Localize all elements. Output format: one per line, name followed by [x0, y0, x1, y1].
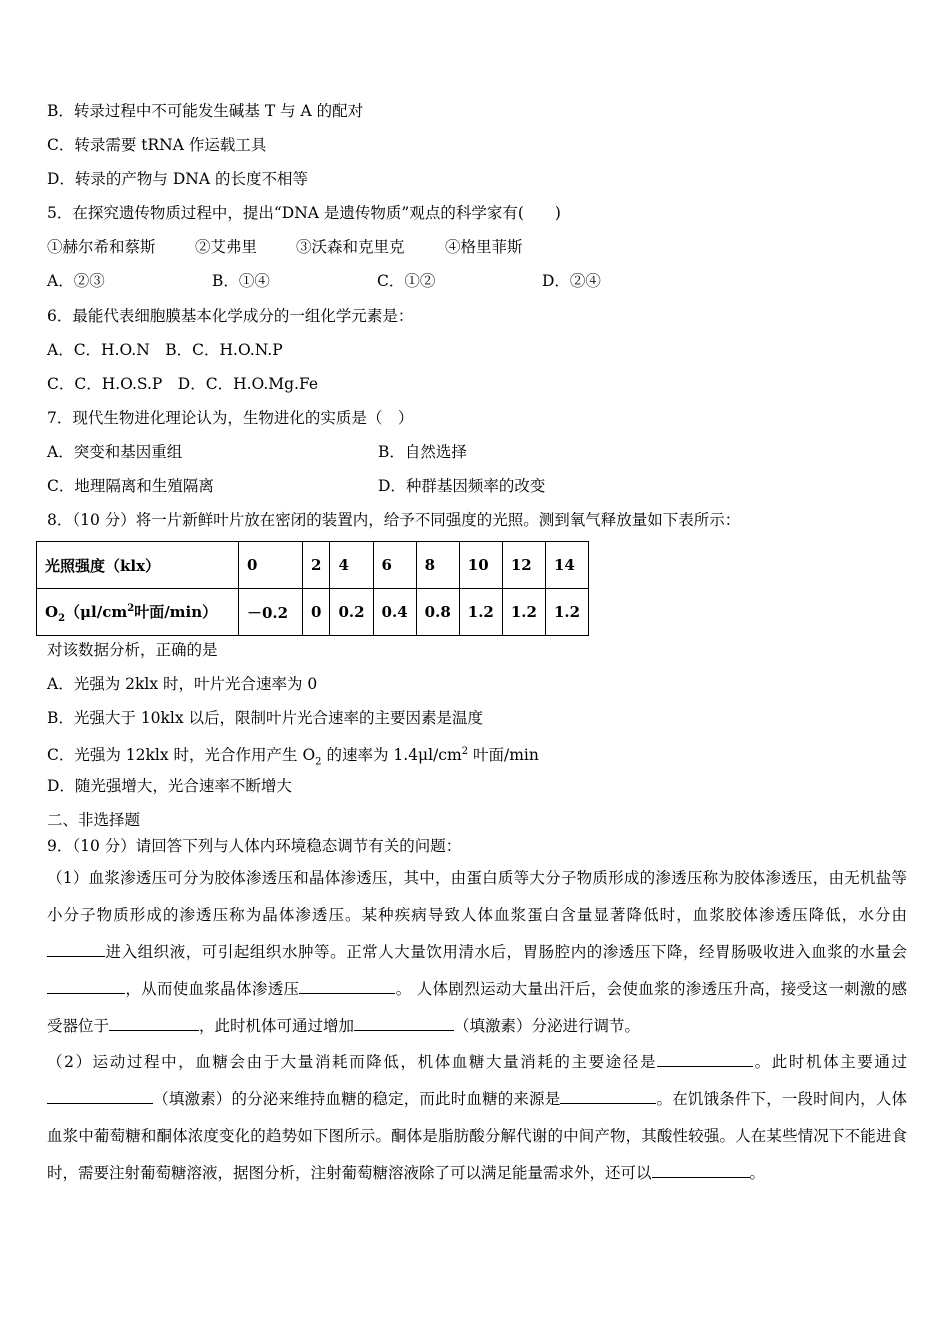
- light-oxygen-table: [36, 541, 589, 636]
- table-cell: 0.8: [416, 589, 459, 636]
- q7-option-a: A．突变和基因重组: [47, 443, 183, 461]
- table-row: [37, 542, 589, 589]
- table-cell: 0.4: [373, 589, 416, 636]
- q5-item-1: ①赫尔希和蔡斯: [47, 238, 156, 256]
- table-cell: 6: [373, 542, 416, 589]
- answer-blank[interactable]: [652, 1161, 750, 1178]
- q7-option-d: D．种群基因频率的改变: [378, 477, 546, 495]
- answer-blank[interactable]: [47, 1087, 153, 1104]
- table-cell: 1.2: [502, 589, 545, 636]
- answer-blank[interactable]: [657, 1050, 753, 1067]
- q8-option-c: C．光强为 12klx 时，光合作用产生 $O_2$ 的速率为 $1.4\mu l/cm^2$ 叶面/min: [47, 746, 539, 768]
- q9-stem: 9．（10 分）请回答下列与人体内环境稳态调节有关的问题：: [47, 837, 462, 855]
- table-cell: 14: [545, 542, 588, 589]
- q8-lead: 对该数据分析，正确的是: [47, 641, 218, 659]
- table-cell: 0: [303, 589, 330, 636]
- answer-blank[interactable]: [47, 940, 105, 957]
- q8-stem: 8．（10 分）将一片新鲜叶片放在密闭的装置内，给予不同强度的光照。测到氧气释放量如下表所示：: [47, 511, 741, 529]
- answer-blank[interactable]: [109, 1014, 199, 1031]
- table-cell: 0.2: [330, 589, 373, 636]
- answer-blank[interactable]: [560, 1087, 656, 1104]
- q4-option-c: C．转录需要 tRNA 作运载工具: [47, 136, 267, 154]
- q9-part2: （2）运动过程中，血糖会由于大量消耗而降低，机体血糖大量消耗的主要途径是 。此时机体主要通过（填激素）的分泌来维持血糖的稳定，而此时血糖的来源是 。在饥饿条件下，一段时间内，人体血浆中葡萄糖和酮体浓度变化的趋势如下图所示。酮体是脂肪酸分解代谢的中间产物，其酸性较强。人在某些情况下不能进食时，需要注射葡萄糖溶液，据图分析，注射葡萄糖溶液除了可以满足能量需求外，还可以 。: [47, 1044, 907, 1192]
- table-cell: 12: [502, 542, 545, 589]
- q5-stem: 5．在探究遗传物质过程中，提出“DNA 是遗传物质”观点的科学家有( ): [47, 204, 561, 222]
- table-cell: 1.2: [545, 589, 588, 636]
- table-cell: 2: [303, 542, 330, 589]
- q8-option-d: D．随光强增大，光合速率不断增大: [47, 777, 292, 795]
- q7-option-b: B．自然选择: [378, 443, 467, 461]
- q4-option-b: B．转录过程中不可能发生碱基 T 与 A 的配对: [47, 102, 364, 120]
- q7-option-c: C．地理隔离和生殖隔离: [47, 477, 214, 495]
- answer-blank[interactable]: [47, 977, 125, 994]
- q5-item-3: ③沃森和克里克: [296, 238, 405, 256]
- q5-option-d: D．②④: [542, 272, 601, 290]
- table-cell: 10: [459, 542, 502, 589]
- table-cell: －0.2: [239, 589, 303, 636]
- q5-option-b: B．①④: [212, 272, 270, 290]
- q5-item-2: ②艾弗里: [195, 238, 258, 256]
- table-cell: 4: [330, 542, 373, 589]
- q5-option-a: A．②③: [47, 272, 105, 290]
- q5-item-4: ④格里菲斯: [445, 238, 523, 256]
- q6-options-line2: C．C．H.O.S.P D．C．H.O.Mg.Fe: [47, 375, 319, 393]
- answer-blank[interactable]: [354, 1014, 454, 1031]
- q5-option-c: C．①②: [377, 272, 436, 290]
- q8-option-a: A．光强为 2klx 时，叶片光合速率为 0: [47, 675, 318, 693]
- table-cell: 1.2: [459, 589, 502, 636]
- row-label-oxygen: $O_2(\mu l/cm^2$叶面/min）: [37, 589, 239, 636]
- q7-stem: 7．现代生物进化理论认为，生物进化的实质是（ ）: [47, 409, 414, 427]
- answer-blank[interactable]: [299, 977, 395, 994]
- q4-option-d: D．转录的产物与 DNA 的长度不相等: [47, 170, 308, 188]
- section-title: 二、非选择题: [47, 811, 141, 829]
- table-cell: 0: [239, 542, 303, 589]
- table-row: [37, 589, 589, 636]
- q6-options-line1: A．C．H.O.N B．C．H.O.N.P: [47, 341, 283, 359]
- table-cell: 8: [416, 542, 459, 589]
- q6-stem: 6．最能代表细胞膜基本化学成分的一组化学元素是：: [47, 307, 414, 325]
- q9-part1: （1）血浆渗透压可分为胶体渗透压和晶体渗透压，其中，由蛋白质等大分子物质形成的渗透压称为胶体渗透压，由无机盐等小分子物质形成的渗透压称为晶体渗透压。某种疾病导致人体血浆蛋白含量显著降低时，血浆胶体渗透压降低，水分由进入组织液，可引起组织水肿等。正常人大量饮用清水后，胃肠腔内的渗透压下降，经胃肠吸收进入血浆的水量会，从而使血浆晶体渗透压 。 人体剧烈运动大量出汗后，会使血浆的渗透压升高，接受这一刺激的感受器位于 ，此时机体可通过增加 （填激素）分泌进行调节。: [47, 869, 907, 1035]
- q8-option-b: B．光强大于 10klx 以后，限制叶片光合速率的主要因素是温度: [47, 709, 484, 727]
- row-label-light: 光照强度（klx）: [37, 542, 239, 589]
